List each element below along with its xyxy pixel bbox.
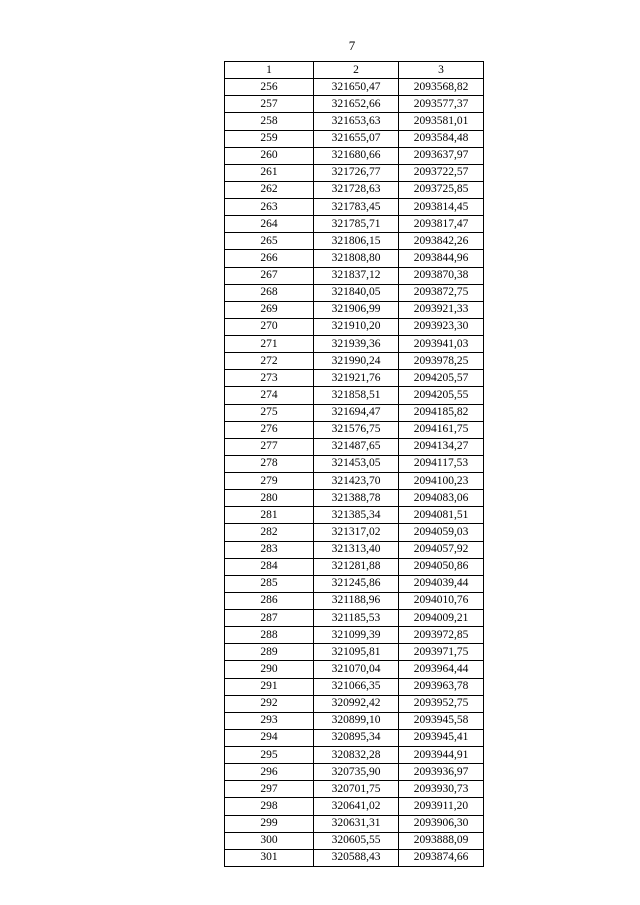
- y-coordinate-cell: 2093844,96: [399, 250, 484, 267]
- table-row: [225, 181, 484, 198]
- table-row: [225, 678, 484, 695]
- x-coordinate-cell: 321783,45: [314, 199, 399, 216]
- x-coordinate-cell: 321939,36: [314, 336, 399, 353]
- table-row: [225, 130, 484, 147]
- table-row: [225, 199, 484, 216]
- point-number-cell: 299: [225, 815, 314, 832]
- y-coordinate-cell: 2093870,38: [399, 267, 484, 284]
- table-row: [225, 575, 484, 592]
- x-coordinate-cell: 321655,07: [314, 130, 399, 147]
- y-coordinate-cell: 2094081,51: [399, 507, 484, 524]
- x-coordinate-cell: 321650,47: [314, 79, 399, 96]
- x-coordinate-cell: 320631,31: [314, 815, 399, 832]
- point-number-cell: 267: [225, 267, 314, 284]
- y-coordinate-cell: 2094117,53: [399, 455, 484, 472]
- table-row: [225, 627, 484, 644]
- point-number-cell: 288: [225, 627, 314, 644]
- y-coordinate-cell: 2094134,27: [399, 438, 484, 455]
- x-coordinate-cell: 320992,42: [314, 695, 399, 712]
- point-number-cell: 262: [225, 181, 314, 198]
- x-coordinate-cell: 321808,80: [314, 250, 399, 267]
- point-number-cell: 263: [225, 199, 314, 216]
- x-coordinate-cell: 320588,43: [314, 849, 399, 866]
- x-coordinate-cell: 321806,15: [314, 233, 399, 250]
- point-number-cell: 260: [225, 147, 314, 164]
- point-number-cell: 284: [225, 558, 314, 575]
- y-coordinate-cell: 2094083,06: [399, 490, 484, 507]
- table-row: [225, 798, 484, 815]
- x-coordinate-cell: 320701,75: [314, 781, 399, 798]
- table-row: [225, 661, 484, 678]
- point-number-cell: 265: [225, 233, 314, 250]
- point-number-cell: 293: [225, 712, 314, 729]
- table-row: [225, 849, 484, 866]
- table-row: [225, 558, 484, 575]
- table-row: [225, 216, 484, 233]
- y-coordinate-cell: 2093725,85: [399, 181, 484, 198]
- table-row: [225, 473, 484, 490]
- point-number-cell: 281: [225, 507, 314, 524]
- point-number-cell: 278: [225, 455, 314, 472]
- table-row: [225, 695, 484, 712]
- table-row: [225, 318, 484, 335]
- point-number-cell: 286: [225, 592, 314, 609]
- x-coordinate-cell: 321185,53: [314, 610, 399, 627]
- table-body: [225, 79, 484, 867]
- table-row: [225, 96, 484, 113]
- y-coordinate-cell: 2093963,78: [399, 678, 484, 695]
- table-row: [225, 438, 484, 455]
- table-row: [225, 815, 484, 832]
- y-coordinate-cell: 2093941,03: [399, 336, 484, 353]
- x-coordinate-cell: 321070,04: [314, 661, 399, 678]
- point-number-cell: 294: [225, 729, 314, 746]
- y-coordinate-cell: 2093872,75: [399, 284, 484, 301]
- x-coordinate-cell: 321840,05: [314, 284, 399, 301]
- table-row: [225, 284, 484, 301]
- y-coordinate-cell: 2093930,73: [399, 781, 484, 798]
- table-row: [225, 832, 484, 849]
- table-row: [225, 233, 484, 250]
- y-coordinate-cell: 2093911,20: [399, 798, 484, 815]
- point-number-cell: 287: [225, 610, 314, 627]
- y-coordinate-cell: 2094010,76: [399, 592, 484, 609]
- table-row: [225, 712, 484, 729]
- point-number-cell: 273: [225, 370, 314, 387]
- y-coordinate-cell: 2094161,75: [399, 421, 484, 438]
- point-number-cell: 259: [225, 130, 314, 147]
- x-coordinate-cell: 321423,70: [314, 473, 399, 490]
- y-coordinate-cell: 2094205,57: [399, 370, 484, 387]
- table-row: [225, 370, 484, 387]
- point-number-cell: 295: [225, 747, 314, 764]
- page-number: 7: [348, 38, 356, 53]
- x-coordinate-cell: 321453,05: [314, 455, 399, 472]
- table-row: [225, 421, 484, 438]
- point-number-cell: 261: [225, 164, 314, 181]
- y-coordinate-cell: 2093972,85: [399, 627, 484, 644]
- point-number-cell: 268: [225, 284, 314, 301]
- x-coordinate-cell: 321487,65: [314, 438, 399, 455]
- x-coordinate-cell: 321317,02: [314, 524, 399, 541]
- y-coordinate-cell: 2093584,48: [399, 130, 484, 147]
- point-number-cell: 292: [225, 695, 314, 712]
- point-number-cell: 257: [225, 96, 314, 113]
- x-coordinate-cell: 320605,55: [314, 832, 399, 849]
- x-coordinate-cell: 320641,02: [314, 798, 399, 815]
- point-number-cell: 298: [225, 798, 314, 815]
- x-coordinate-cell: 321726,77: [314, 164, 399, 181]
- y-coordinate-cell: 2093944,91: [399, 747, 484, 764]
- point-number-cell: 270: [225, 318, 314, 335]
- table-row: [225, 490, 484, 507]
- y-coordinate-cell: 2093945,58: [399, 712, 484, 729]
- y-coordinate-cell: 2093952,75: [399, 695, 484, 712]
- point-number-cell: 289: [225, 644, 314, 661]
- y-coordinate-cell: 2093814,45: [399, 199, 484, 216]
- x-coordinate-cell: 321188,96: [314, 592, 399, 609]
- y-coordinate-cell: 2094185,82: [399, 404, 484, 421]
- y-coordinate-cell: 2094100,23: [399, 473, 484, 490]
- y-coordinate-cell: 2093581,01: [399, 113, 484, 130]
- x-coordinate-cell: 321066,35: [314, 678, 399, 695]
- y-coordinate-cell: 2093964,44: [399, 661, 484, 678]
- y-coordinate-cell: 2093568,82: [399, 79, 484, 96]
- y-coordinate-cell: 2093888,09: [399, 832, 484, 849]
- y-coordinate-cell: 2093978,25: [399, 353, 484, 370]
- point-number-cell: 296: [225, 764, 314, 781]
- table-row: [225, 267, 484, 284]
- table-row: [225, 147, 484, 164]
- x-coordinate-cell: 320895,34: [314, 729, 399, 746]
- point-number-cell: 301: [225, 849, 314, 866]
- header-col-3: 3: [399, 62, 484, 79]
- table-row: [225, 301, 484, 318]
- table-row: [225, 113, 484, 130]
- y-coordinate-cell: 2093577,37: [399, 96, 484, 113]
- point-number-cell: 279: [225, 473, 314, 490]
- y-coordinate-cell: 2093817,47: [399, 216, 484, 233]
- table-row: [225, 455, 484, 472]
- x-coordinate-cell: 321245,86: [314, 575, 399, 592]
- y-coordinate-cell: 2094205,55: [399, 387, 484, 404]
- point-number-cell: 291: [225, 678, 314, 695]
- point-number-cell: 275: [225, 404, 314, 421]
- point-number-cell: 277: [225, 438, 314, 455]
- y-coordinate-cell: 2094050,86: [399, 558, 484, 575]
- point-number-cell: 274: [225, 387, 314, 404]
- y-coordinate-cell: 2094059,03: [399, 524, 484, 541]
- table-row: [225, 729, 484, 746]
- table-row: [225, 250, 484, 267]
- header-col-2: 2: [314, 62, 399, 79]
- table-row: [225, 404, 484, 421]
- point-number-cell: 258: [225, 113, 314, 130]
- x-coordinate-cell: 321099,39: [314, 627, 399, 644]
- y-coordinate-cell: 2093874,66: [399, 849, 484, 866]
- x-coordinate-cell: 320899,10: [314, 712, 399, 729]
- x-coordinate-cell: 321990,24: [314, 353, 399, 370]
- table-row: [225, 387, 484, 404]
- x-coordinate-cell: 321095,81: [314, 644, 399, 661]
- x-coordinate-cell: 321281,88: [314, 558, 399, 575]
- table-row: [225, 507, 484, 524]
- point-number-cell: 256: [225, 79, 314, 96]
- table-row: [225, 764, 484, 781]
- y-coordinate-cell: 2094009,21: [399, 610, 484, 627]
- point-number-cell: 282: [225, 524, 314, 541]
- point-number-cell: 290: [225, 661, 314, 678]
- x-coordinate-cell: 321652,66: [314, 96, 399, 113]
- y-coordinate-cell: 2094039,44: [399, 575, 484, 592]
- coordinates-table: [224, 61, 484, 867]
- x-coordinate-cell: 321388,78: [314, 490, 399, 507]
- y-coordinate-cell: 2093906,30: [399, 815, 484, 832]
- y-coordinate-cell: 2093923,30: [399, 318, 484, 335]
- y-coordinate-cell: 2093971,75: [399, 644, 484, 661]
- table-row: [225, 610, 484, 627]
- point-number-cell: 271: [225, 336, 314, 353]
- y-coordinate-cell: 2093722,57: [399, 164, 484, 181]
- y-coordinate-cell: 2093945,41: [399, 729, 484, 746]
- x-coordinate-cell: 321858,51: [314, 387, 399, 404]
- x-coordinate-cell: 321728,63: [314, 181, 399, 198]
- table-row: [225, 79, 484, 96]
- x-coordinate-cell: 321576,75: [314, 421, 399, 438]
- table-row: [225, 524, 484, 541]
- point-number-cell: 264: [225, 216, 314, 233]
- table-row: [225, 747, 484, 764]
- point-number-cell: 285: [225, 575, 314, 592]
- table-row: [225, 592, 484, 609]
- header-col-1: 1: [225, 62, 314, 79]
- x-coordinate-cell: 321785,71: [314, 216, 399, 233]
- y-coordinate-cell: 2093842,26: [399, 233, 484, 250]
- table-header: [225, 62, 484, 79]
- x-coordinate-cell: 321680,66: [314, 147, 399, 164]
- y-coordinate-cell: 2093637,97: [399, 147, 484, 164]
- point-number-cell: 300: [225, 832, 314, 849]
- table-row: [225, 644, 484, 661]
- x-coordinate-cell: 321910,20: [314, 318, 399, 335]
- table-row: [225, 781, 484, 798]
- y-coordinate-cell: 2093936,97: [399, 764, 484, 781]
- table-row: [225, 164, 484, 181]
- x-coordinate-cell: 320735,90: [314, 764, 399, 781]
- point-number-cell: 269: [225, 301, 314, 318]
- point-number-cell: 266: [225, 250, 314, 267]
- point-number-cell: 272: [225, 353, 314, 370]
- x-coordinate-cell: 321385,34: [314, 507, 399, 524]
- x-coordinate-cell: 321653,63: [314, 113, 399, 130]
- y-coordinate-cell: 2094057,92: [399, 541, 484, 558]
- table-row: [225, 353, 484, 370]
- x-coordinate-cell: 321837,12: [314, 267, 399, 284]
- x-coordinate-cell: 321694,47: [314, 404, 399, 421]
- x-coordinate-cell: 321921,76: [314, 370, 399, 387]
- point-number-cell: 276: [225, 421, 314, 438]
- table-row: [225, 541, 484, 558]
- x-coordinate-cell: 321906,99: [314, 301, 399, 318]
- table-row: [225, 336, 484, 353]
- x-coordinate-cell: 321313,40: [314, 541, 399, 558]
- header-row: [225, 62, 484, 79]
- point-number-cell: 297: [225, 781, 314, 798]
- y-coordinate-cell: 2093921,33: [399, 301, 484, 318]
- x-coordinate-cell: 320832,28: [314, 747, 399, 764]
- point-number-cell: 280: [225, 490, 314, 507]
- point-number-cell: 283: [225, 541, 314, 558]
